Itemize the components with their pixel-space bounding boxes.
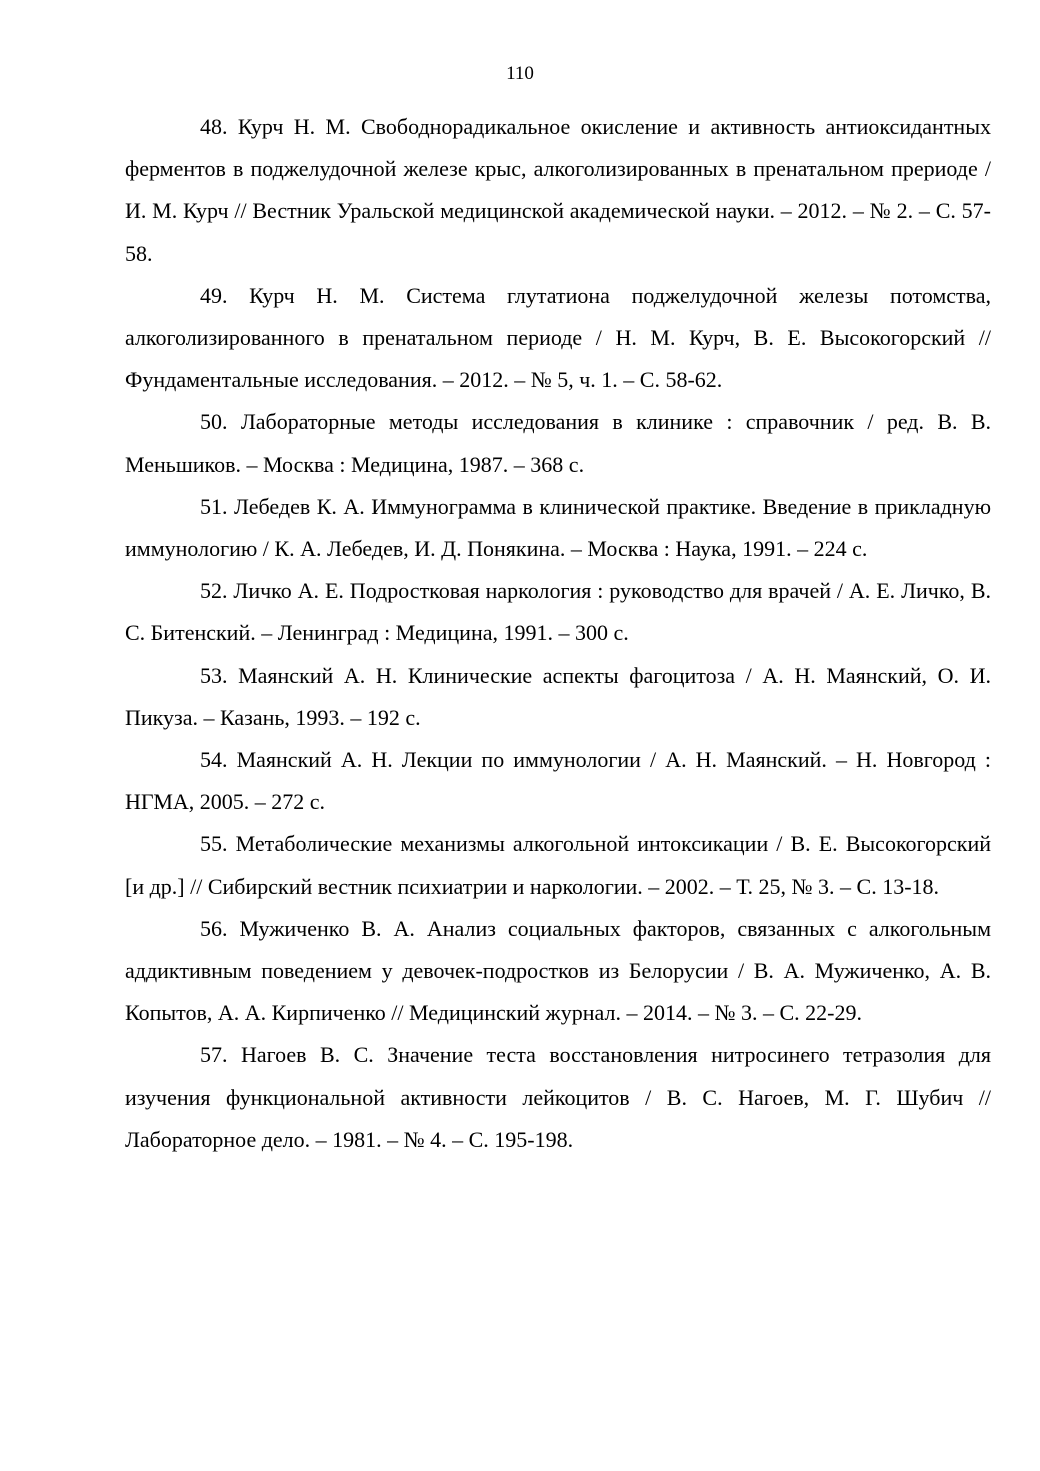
reference-item-53: 53. Маянский А. Н. Клинические аспекты фагоцитоза / А. Н. Маянский, О. И. Пикуза. – Казань, 1993. – 192 с. — [125, 662, 991, 730]
reference-item-54: 54. Маянский А. Н. Лекции по иммунологии / А. Н. Маянский. – Н. Новгород : НГМА, 2005. – 272 с. — [125, 747, 991, 815]
reference-item-56: 56. Мужиченко В. А. Анализ социальных факторов, связанных с алкогольным аддиктивным поведением у девочек-подростков из Белорусии / В. А. Мужиченко, А. В. Копытов, А. А. Кирпиченко // Медицинский журнал. – 2014. – № 3. – С. 22-29. — [125, 915, 991, 1026]
reference-item-51: 51. Лебедев К. А. Иммунограмма в клинической практике. Введение в прикладную иммунологию / К. А. Лебедев, И. Д. Понякина. – Москва : Наука, 1991. – 224 с. — [125, 493, 991, 562]
reference-item-49: 49. Курч Н. М. Система глутатиона поджелудочной железы потомства, алкоголизированного в пренатальном периоде / Н. М. Курч, В. Е. Высокогорский // Фундаментальные исследования. – 2012. – № 5, ч. 1. – С. 58-62. — [125, 282, 991, 393]
reference-item-50: 50. Лабораторные методы исследования в клинике : справочник / ред. В. В. Меньшиков. – Москва : Медицина, 1987. – 368 с. — [125, 409, 991, 477]
reference-item-55: 55. Метаболические механизмы алкогольной интоксикации / В. Е. Высокогорский [и др.] // Сибирский вестник психиатрии и наркологии. – 2002. – Т. 25, № 3. – С. 13-18. — [125, 831, 991, 899]
reference-item-48: 48. Курч Н. М. Свободнорадикальное окисление и активность антиоксидантных ферментов в поджелудочной железе крыс, алкоголизированных в пренатальном прериоде / И. М. Курч // Вестник Уральской медицинской академической науки. – 2012. – № 2. – С. 57-58. — [125, 114, 991, 266]
reference-list — [125, 106, 991, 1161]
page-number: 110 — [506, 63, 534, 84]
reference-item-57: 57. Нагоев В. С. Значение теста восстановления нитросинего тетразолия для изучения функциональной активности лейкоцитов / В. С. Нагоев, М. Г. Шубич // Лабораторное дело. – 1981. – № 4. – С. 195-198. — [125, 1042, 991, 1152]
reference-item-52: 52. Личко А. Е. Подростковая наркология : руководство для врачей / А. Е. Личко, В. С. Битенский. – Ленинград : Медицина, 1991. – 300 с. — [125, 578, 991, 646]
